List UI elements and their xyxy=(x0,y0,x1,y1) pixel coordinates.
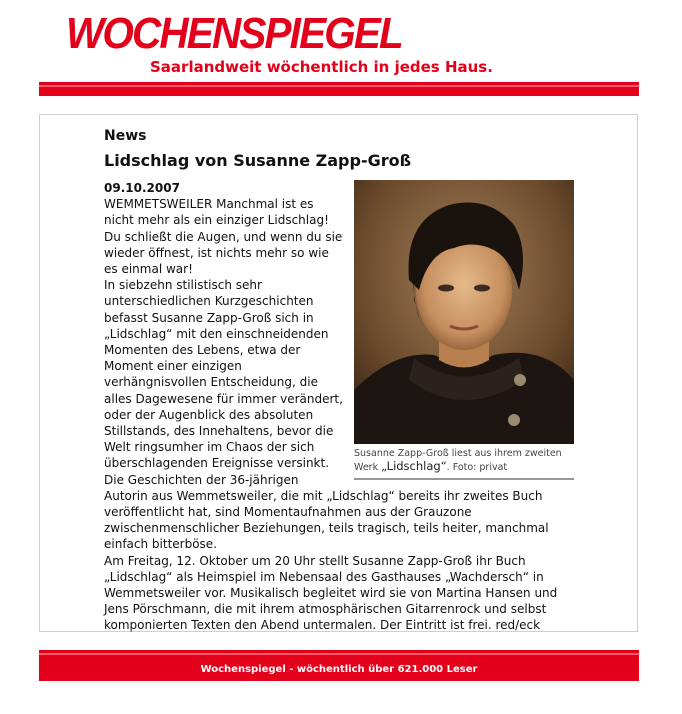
author-photo xyxy=(354,180,574,444)
article-headline: Lidschlag von Susanne Zapp-Groß xyxy=(104,151,412,170)
header-red-bar xyxy=(39,82,639,96)
logo-wordmark: WOCHENSPIEGEL xyxy=(66,9,402,58)
article-paragraph: WEMMETSWEILER Manchmal ist es nicht mehr als ein einziger Lidschlag! Du schließt die Augen, und wenn du sie wieder öffnest, ist nichts mehr so wie es einmal war! xyxy=(104,197,343,277)
photo-caption: Susanne Zapp-Groß liest aus ihrem zweiten Werk „Lidschlag“. Foto: privat xyxy=(354,444,574,480)
article-paragraph: Am Freitag, 12. Oktober um 20 Uhr stellt Susanne Zapp-Groß ihr Buch „Lidschlag“ als Heimspiel im Nebensaal des Gasthauses „Wachdersch“ in Wemmetsweiler vor. Musikalisch begleitet wird sie von Martina Hansen und Jens Pörschmann, die mit ihrem atmosphärischen Gitarrenrock und selbst komponierten Texten den Abend untermalen. Der Eintritt ist frei. red/eck xyxy=(104,553,558,633)
wochenspiegel-logo[interactable] xyxy=(66,9,493,82)
article-figure xyxy=(354,180,574,480)
footer-red-bar xyxy=(39,650,639,681)
article-paragraph: In siebzehn stilistisch sehr unterschiedlichen Kurzgeschichten befasst Susanne Zapp-Groß sich in „Lidschlag“ mit den einschneidenden Momenten des Lebens, etwa der Moment einer einzigen verhängnisvollen Entscheidung, die alles Dagewesene für immer verändert, oder der Augenblick des absoluten Stillstands, des Innehaltens, bevor die Welt ringsumher im Chaos der sich überschlagenden Ereignisse versinkt. Die Geschichten der 36-jährigen Autorin aus Wemmetsweiler, die mit „Lidschlag“ bereits ihr zweites Buch veröffentlicht hat, sind Momentaufnahmen aus der Grauzone zwischenmenschlicher Beziehungen, teils tragisch, teils heiter, manchmal einfach bitterböse. xyxy=(104,278,549,552)
article-body xyxy=(104,180,574,634)
section-label: News xyxy=(104,128,147,144)
footer-text: Wochenspiegel - wöchentlich über 621.000 Leser xyxy=(200,664,478,675)
article-date: 09.10.2007 xyxy=(104,181,180,195)
caption-book-title: „Lidschlag“ xyxy=(381,459,447,473)
logo-tagline: Saarlandweit wöchentlich in jedes Haus. xyxy=(150,58,493,76)
